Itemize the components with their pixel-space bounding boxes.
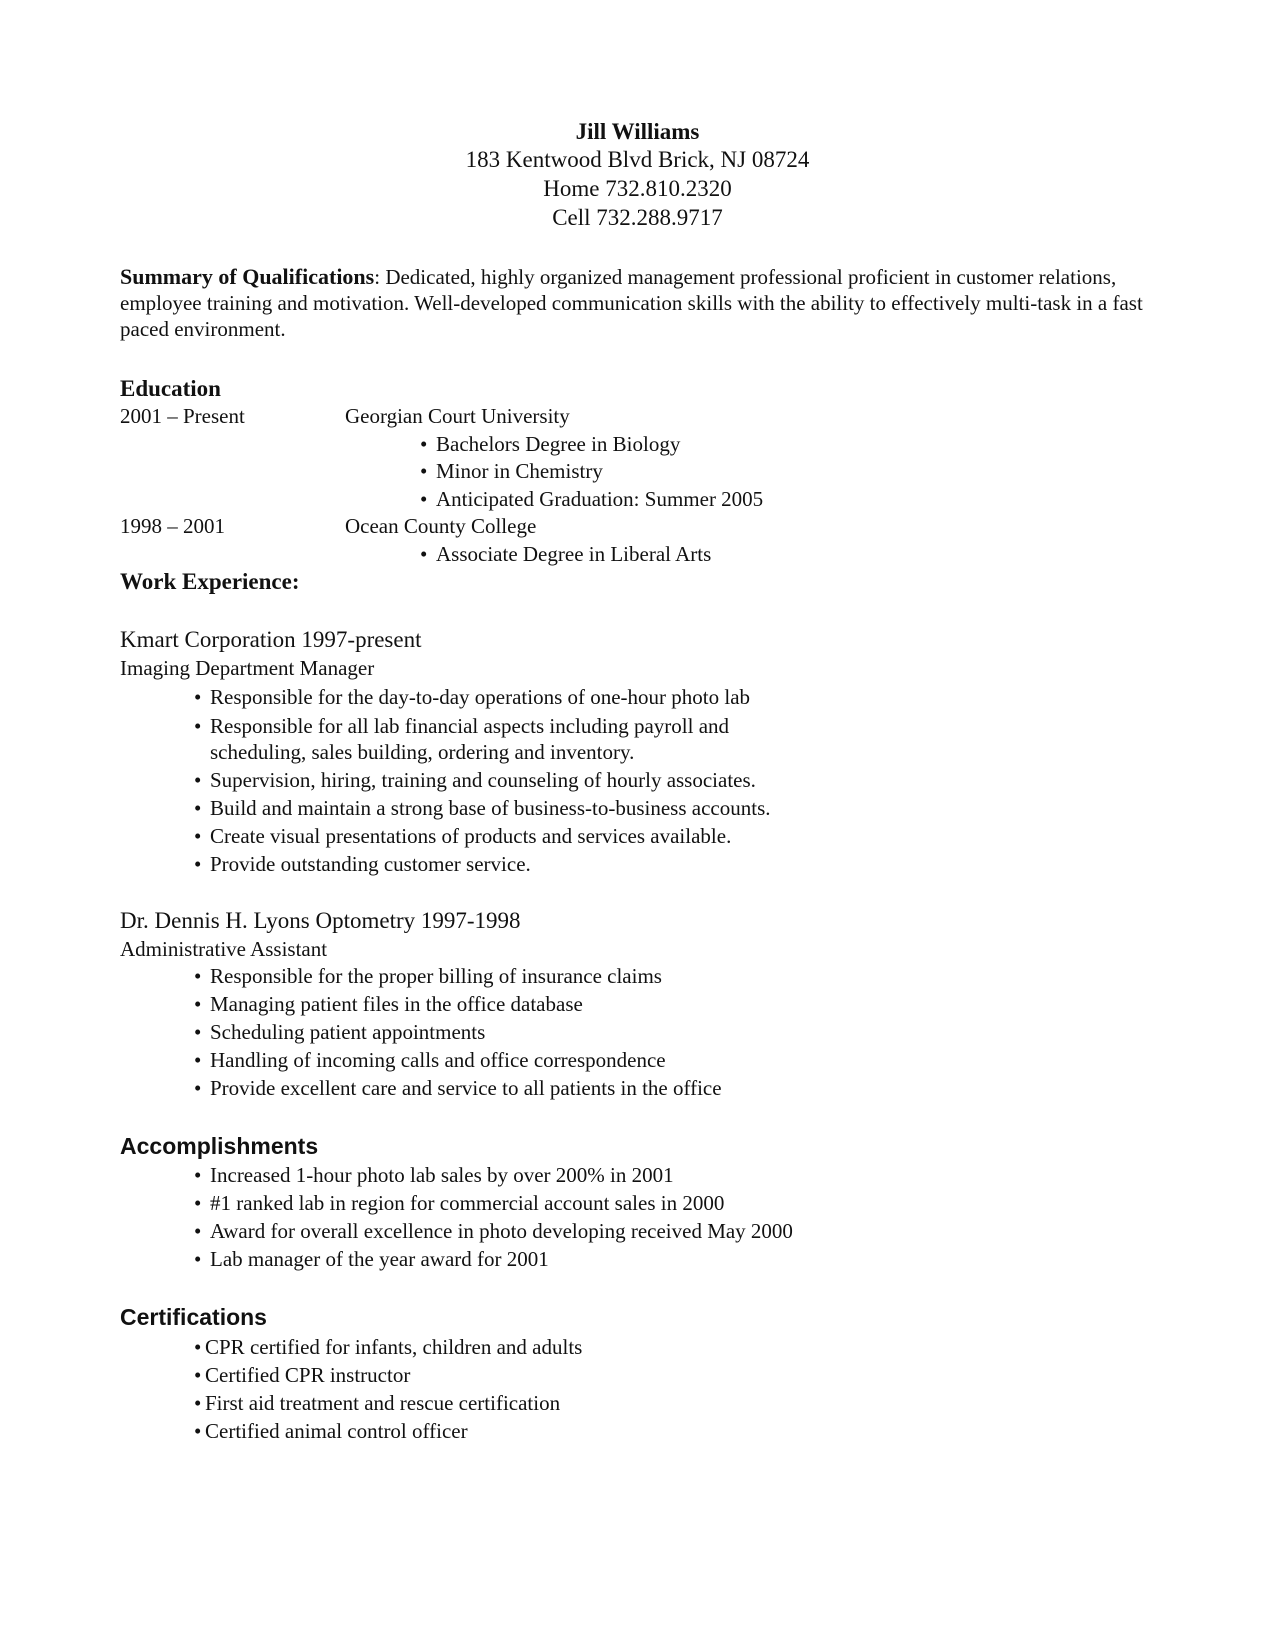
job-title: Imaging Department Manager [120,656,375,680]
education-item: • Minor in Chemistry [420,459,603,483]
education-item: • Anticipated Graduation: Summer 2005 [420,487,764,511]
job-title: Administrative Assistant [120,937,328,961]
education-heading: Education [120,376,221,401]
job-duty: • Supervision, hiring, training and counseling of hourly associates. [194,768,756,792]
certification-item: • Certified animal control officer [194,1419,468,1443]
education-school: Ocean County College [345,514,537,538]
accomplishments-heading: Accomplishments [120,1133,319,1159]
education-school: Georgian Court University [345,404,570,428]
cell-phone: Cell 732.288.9717 [552,205,723,230]
certification-item: • First aid treatment and rescue certification [194,1391,561,1415]
accomplishment-item: • Award for overall excellence in photo developing received May 2000 [194,1219,793,1243]
job-duty: • Create visual presentations of products and services available. [194,824,732,848]
certifications-heading: Certifications [120,1304,267,1330]
job-duty: • Responsible for the proper billing of insurance claims [194,964,662,988]
job-duty: • Provide excellent care and service to all patients in the office [194,1076,722,1100]
education-item: • Associate Degree in Liberal Arts [420,542,712,566]
accomplishment-item: • Increased 1-hour photo lab sales by over 200% in 2001 [194,1163,674,1187]
job-duty: • Responsible for the day-to-day operations of one-hour photo lab [194,685,751,709]
certification-item: • CPR certified for infants, children and adults [194,1335,583,1359]
job-duty: • Provide outstanding customer service. [194,852,531,876]
summary-text: : Dedicated, highly organized management professional proficient in customer relations, employee training and motivation. Well-developed communication skills with the ability to effectively multi-task in a fast paced environment. [120,265,1143,341]
education-dates: 1998 – 2001 [120,514,225,538]
job-duty-continuation: scheduling, sales building, ordering and inventory. [210,740,635,764]
accomplishment-item: • Lab manager of the year award for 2001 [194,1247,549,1271]
home-phone: Home 732.810.2320 [543,176,732,201]
job-employer: Kmart Corporation 1997-present [120,627,422,652]
work-experience-heading: Work Experience: [120,569,300,594]
job-employer: Dr. Dennis H. Lyons Optometry 1997-1998 [120,908,521,933]
job-duty: • Handling of incoming calls and office correspondence [194,1048,666,1072]
certification-item: • Certified CPR instructor [194,1363,411,1387]
education-item: • Bachelors Degree in Biology [420,432,681,456]
address: 183 Kentwood Blvd Brick, NJ 08724 [465,147,810,172]
job-duty: • Responsible for all lab financial aspects including payroll and [194,714,730,738]
job-duty: • Build and maintain a strong base of business-to-business accounts. [194,796,771,820]
accomplishment-item: • #1 ranked lab in region for commercial account sales in 2000 [194,1191,725,1215]
summary-label: Summary of Qualifications [120,264,375,289]
education-dates: 2001 – Present [120,404,245,428]
applicant-name: Jill Williams [575,119,700,144]
job-duty: • Managing patient files in the office database [194,992,583,1016]
job-duty: • Scheduling patient appointments [194,1020,486,1044]
summary-of-qualifications [120,264,1165,342]
